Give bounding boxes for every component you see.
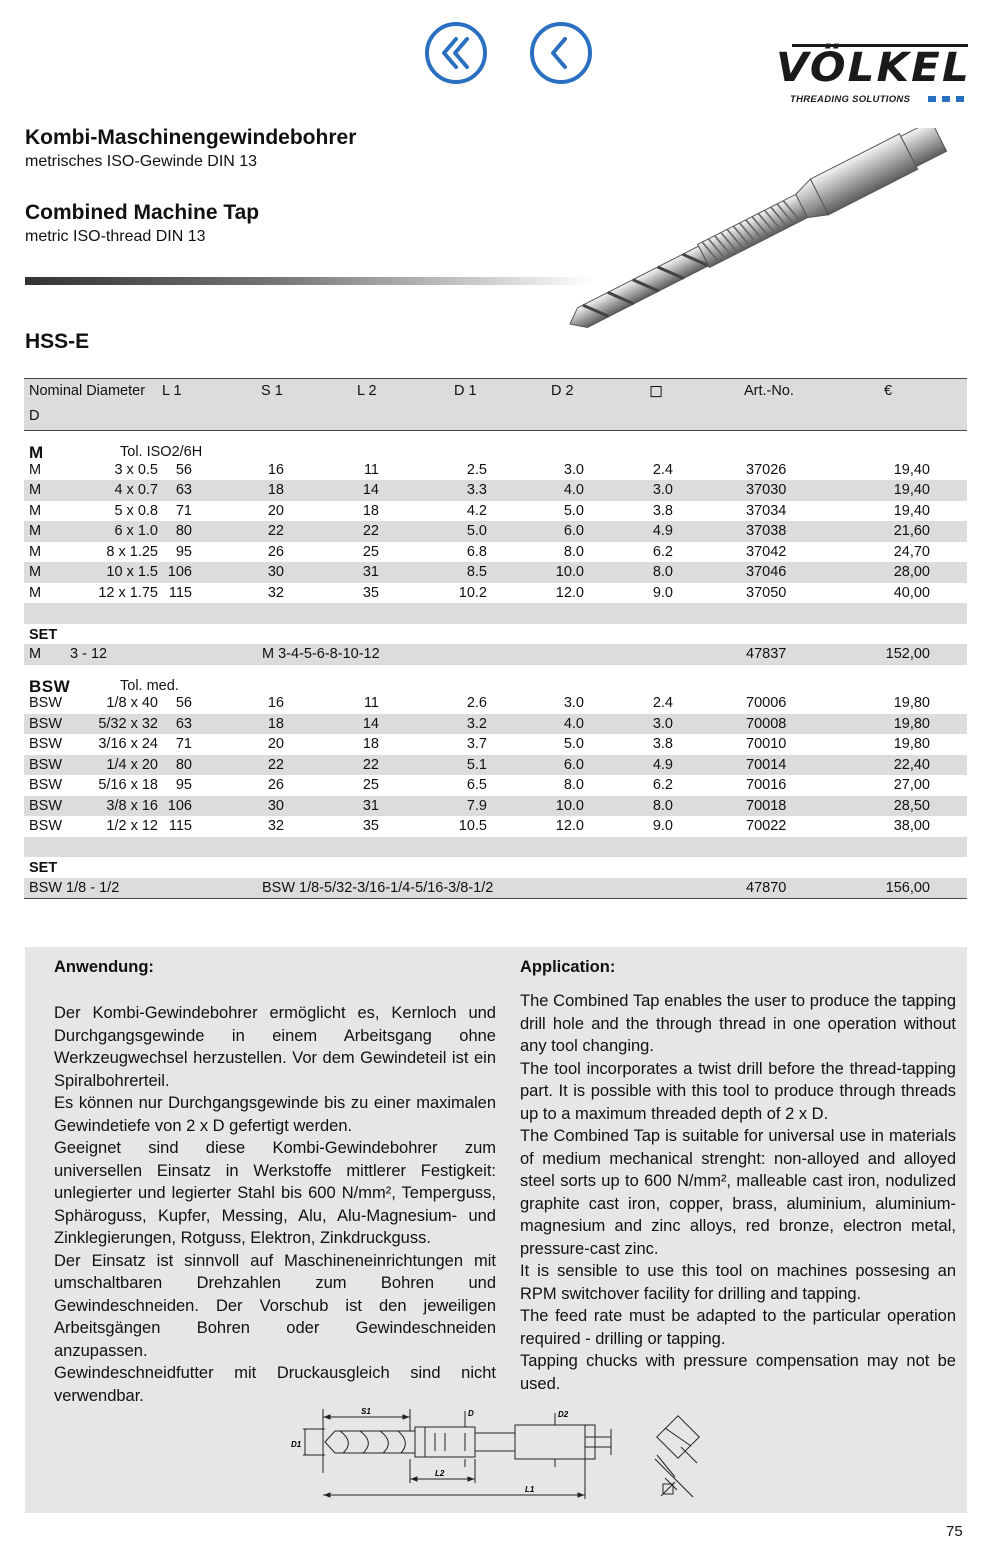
table-cell: 63 — [175, 482, 192, 498]
col-d2: D 2 — [551, 383, 574, 399]
table-cell: M — [29, 461, 42, 478]
table-cell: 11 — [363, 461, 379, 478]
table-cell: 2.4 — [652, 695, 673, 711]
table-cell: 56 — [175, 695, 192, 711]
set-row-bsw: BSW 1/8 - 1/2 BSW 1/8-5/32-3/16-1/4-5/16-3/8-1/2 47870 156,00 — [24, 878, 967, 900]
table-cell: 71 — [175, 736, 192, 752]
table-cell: 35 — [362, 818, 379, 834]
table-cell: 95 — [175, 543, 192, 560]
table-cell: 27,00 — [893, 777, 930, 793]
table-cell: 37042 — [746, 543, 787, 560]
table-cell: 37038 — [746, 523, 787, 539]
application-heading-german: Anwendung: — [54, 958, 154, 976]
table-cell: 12.0 — [555, 818, 584, 834]
table-cell: BSW — [29, 695, 63, 711]
col-nominal-diameter-d: D — [29, 408, 40, 424]
material-grade: HSS-E — [25, 330, 90, 353]
table-cell: BSW — [29, 756, 63, 773]
table-cell: 3.8 — [652, 502, 673, 519]
table-cell: 6 x 1.0 — [114, 523, 158, 539]
voelkel-logo: VÖLKEL THREADING SOLUTIONS — [776, 45, 971, 105]
subtitle-english: metric ISO-thread DIN 13 — [25, 228, 206, 245]
table-cell: 37026 — [746, 461, 787, 478]
table-cell: 3/16 x 24 — [98, 736, 158, 752]
set-row-m: M 3 - 12 M 3-4-5-6-8-10-12 47837 152,00 — [24, 644, 967, 665]
combined-tap-tool-image — [560, 128, 980, 338]
table-cell: 3/8 x 16 — [106, 797, 158, 814]
table-row — [24, 775, 967, 796]
paragraph: The feed rate must be adapted to the particular operation required - drilling or tapping. — [520, 1307, 956, 1348]
table-cell: 9.0 — [652, 584, 673, 601]
table-cell: 22 — [362, 523, 379, 539]
table-cell: 22 — [267, 756, 284, 773]
table-cell: 70008 — [746, 715, 787, 732]
table-cell: 32 — [267, 818, 284, 834]
section-title-m: M Tol. ISO2/6H — [29, 443, 203, 462]
paragraph: Der Einsatz ist sinnvoll auf Maschineneinrichtungen mit umschaltbaren Drehzahlen zum Bohren und Gewindeschneiden. Der Vorschub ist den jeweiligen Arbeitsgängen Bohren oder Gewindeschneiden anzupassen. — [54, 1251, 496, 1360]
table-row — [24, 562, 967, 583]
subtitle-german: metrisches ISO-Gewinde DIN 13 — [25, 153, 258, 170]
table-cell: 8.0 — [652, 797, 673, 814]
table-cell: 70006 — [746, 695, 787, 711]
table-row — [24, 816, 967, 837]
col-s1: S 1 — [261, 383, 283, 399]
table-cell: 30 — [267, 564, 284, 580]
table-cell: 4.9 — [652, 756, 673, 773]
table-cell: 3.0 — [652, 482, 673, 498]
table-cell: 37046 — [746, 564, 787, 580]
table-cell: 19,80 — [893, 695, 930, 711]
label-d1: D1 — [291, 1440, 302, 1449]
table-cell: 3.0 — [563, 695, 584, 711]
table-row — [24, 583, 967, 604]
table-cell: M — [29, 584, 42, 601]
table-cell: 3.7 — [466, 736, 487, 752]
table-cell: 19,80 — [893, 736, 930, 752]
table-cell: 12.0 — [555, 584, 584, 601]
square-symbol-icon: ◻ — [649, 381, 664, 400]
table-cell: BSW — [29, 818, 63, 834]
paragraph: It is sensible to use this tool on machines possesing an RPM switchover facility for drilling and tapping. — [520, 1262, 956, 1303]
table-cell: 12 x 1.75 — [98, 584, 158, 601]
col-l2: L 2 — [357, 383, 377, 399]
table-row — [24, 796, 967, 817]
table-cell: BSW — [29, 797, 63, 814]
table-cell: 28,50 — [893, 797, 930, 814]
table-row — [24, 755, 967, 776]
spacer-row — [24, 837, 967, 858]
table-cell: 16 — [267, 461, 284, 478]
table-cell: 37030 — [746, 482, 787, 498]
table-cell: 19,40 — [893, 461, 930, 478]
table-cell: 21,60 — [893, 523, 930, 539]
table-row — [24, 460, 967, 481]
paragraph: The tool incorporates a twist drill before the thread-tapping part. It is possible with this tool to produce through threads up to a maximum threaded depth of 2 x D. — [520, 1059, 956, 1123]
table-cell: 26 — [267, 777, 284, 793]
table-cell: 10.2 — [458, 584, 487, 601]
table-cell: 32 — [267, 584, 284, 601]
table-cell: 10 x 1.5 — [106, 564, 158, 580]
table-header — [24, 378, 967, 431]
table-cell: 25 — [362, 543, 379, 560]
col-art-no: Art.-No. — [744, 383, 794, 399]
table-cell: M — [29, 523, 42, 539]
table-cell: 7.9 — [466, 797, 487, 814]
table-cell: 40,00 — [893, 584, 930, 601]
application-heading-english: Application: — [520, 958, 616, 976]
table-cell: BSW — [29, 777, 63, 793]
paragraph: Der Kombi-Gewindebohrer ermöglicht es, Kernloch und Durchgangsgewinde in einem Arbeitsgang ohne Werkzeugwechsel herzustellen. Vor dem Gewindeteil ist ein Spiralbohrerteil. — [54, 1004, 496, 1090]
table-row — [24, 693, 967, 714]
product-table — [24, 378, 967, 899]
table-cell: 20 — [267, 502, 284, 519]
table-cell: 1/4 x 20 — [106, 756, 158, 773]
previous-page-button[interactable] — [530, 22, 592, 84]
first-page-button[interactable] — [425, 22, 487, 84]
table-cell: 28,00 — [893, 564, 930, 580]
table-cell: 80 — [175, 756, 192, 773]
table-cell: 6.5 — [466, 777, 487, 793]
col-l1: L 1 — [162, 383, 182, 399]
label-l2: L2 — [435, 1469, 445, 1478]
label-d2: D2 — [558, 1410, 569, 1419]
table-cell: M — [29, 482, 42, 498]
table-cell: 2.4 — [652, 461, 673, 478]
set-label-m: SET — [29, 626, 58, 643]
header-divider-bar — [25, 277, 595, 285]
table-cell: 70014 — [746, 756, 787, 773]
page-number: 75 — [946, 1523, 963, 1540]
table-cell: 56 — [175, 461, 192, 478]
table-cell: 19,40 — [893, 482, 930, 498]
table-cell: 8.0 — [563, 777, 584, 793]
table-cell: 6.2 — [652, 777, 673, 793]
table-cell: 5.0 — [563, 736, 584, 752]
table-cell: 10.5 — [458, 818, 487, 834]
table-cell: 11 — [363, 695, 379, 711]
table-cell: 4.0 — [563, 482, 584, 498]
table-cell: 5.0 — [466, 523, 487, 539]
table-cell: 30 — [267, 797, 284, 814]
title-german: Kombi-Maschinengewindebohrer — [25, 126, 357, 149]
table-cell: BSW — [29, 715, 63, 732]
table-row — [24, 501, 967, 522]
table-cell: 80 — [175, 523, 192, 539]
table-cell: 18 — [362, 736, 379, 752]
table-cell: 22 — [267, 523, 284, 539]
application-text-english — [520, 990, 956, 1395]
label-l1: L1 — [525, 1485, 535, 1494]
table-cell: 18 — [267, 482, 284, 498]
table-cell: 4.9 — [652, 523, 673, 539]
table-cell: 1/2 x 12 — [106, 818, 158, 834]
table-cell: 6.0 — [563, 523, 584, 539]
table-cell: 70010 — [746, 736, 787, 752]
table-cell: 31 — [362, 797, 379, 814]
section-title-bsw: BSW Tol. med. — [29, 676, 179, 696]
table-cell: 4.0 — [563, 715, 584, 732]
rows-metric — [24, 460, 967, 604]
table-cell: 18 — [267, 715, 284, 732]
col-price: € — [884, 383, 893, 399]
table-cell: 5/16 x 18 — [98, 777, 158, 793]
table-cell: 6.0 — [563, 756, 584, 773]
table-cell: 6.8 — [466, 543, 487, 560]
table-cell: 22 — [362, 756, 379, 773]
application-text-german — [54, 1002, 496, 1407]
table-cell: 8.5 — [466, 564, 487, 580]
table-cell: 4 x 0.7 — [114, 482, 158, 498]
table-cell: 14 — [362, 715, 379, 732]
table-cell: 16 — [267, 695, 284, 711]
table-cell: BSW — [29, 736, 63, 752]
double-chevron-left-icon — [429, 26, 483, 80]
table-cell: 2.6 — [466, 695, 487, 711]
paragraph: Tapping chucks with pressure compensation may not be used. — [520, 1352, 956, 1393]
table-cell: 5 x 0.8 — [114, 502, 158, 519]
table-cell: 37050 — [746, 584, 787, 601]
table-cell: 5.0 — [563, 502, 584, 519]
label-s1: S1 — [361, 1407, 371, 1416]
table-cell: 1/8 x 40 — [106, 695, 158, 711]
table-cell: 70016 — [746, 777, 787, 793]
table-cell: 8.0 — [563, 543, 584, 560]
table-cell: 10.0 — [555, 564, 584, 580]
table-cell: 3.0 — [563, 461, 584, 478]
rows-bsw — [24, 693, 967, 837]
table-cell: 3.8 — [652, 736, 673, 752]
table-cell: 10.0 — [555, 797, 584, 814]
table-cell: 115 — [168, 818, 192, 834]
label-d: D — [468, 1409, 474, 1418]
table-cell: 9.0 — [652, 818, 673, 834]
table-cell: 3.0 — [652, 715, 673, 732]
table-row — [24, 734, 967, 755]
table-cell: 4.2 — [466, 502, 487, 519]
table-cell: 35 — [362, 584, 379, 601]
table-cell: 20 — [267, 736, 284, 752]
table-cell: M — [29, 564, 42, 580]
table-row — [24, 542, 967, 563]
table-cell: 63 — [175, 715, 192, 732]
table-cell: 106 — [167, 797, 192, 814]
title-english: Combined Machine Tap — [25, 201, 260, 224]
paragraph: The Combined Tap is suitable for universal use in materials of medium mechanical strenght: non-alloyed and alloyed steel sorts up to 600 N/mm², malleable cast iron, nodulized graphite cast iron, copper, brass, aluminium, aluminium-magnesium and zinc alloys, red bronze, electron metal, pressure-cast zinc. — [520, 1127, 956, 1258]
table-cell: 18 — [362, 502, 379, 519]
table-cell: 106 — [167, 564, 192, 580]
paragraph: Es können nur Durchgangsgewinde bis zu einer maximalen Gewindetiefe von 2 x D gefertigt werden. — [54, 1094, 496, 1135]
table-cell: 24,70 — [893, 543, 930, 560]
table-cell: 19,80 — [893, 715, 930, 732]
table-cell: 25 — [362, 777, 379, 793]
table-cell: 8.0 — [652, 564, 673, 580]
table-row — [24, 521, 967, 542]
table-row — [24, 480, 967, 501]
set-label-bsw: SET — [29, 860, 58, 876]
table-cell: 19,40 — [893, 502, 930, 519]
col-nominal-diameter: Nominal Diameter — [29, 383, 146, 399]
table-cell: 14 — [362, 482, 379, 498]
table-cell: M — [29, 543, 42, 560]
table-cell: 71 — [175, 502, 192, 519]
table-cell: 3.3 — [466, 482, 487, 498]
table-row — [24, 714, 967, 735]
col-d1: D 1 — [454, 383, 477, 399]
table-cell: 38,00 — [893, 818, 930, 834]
table-cell: 31 — [362, 564, 379, 580]
table-cell: 6.2 — [652, 543, 673, 560]
chevron-left-icon — [534, 26, 588, 80]
table-cell: 8 x 1.25 — [106, 543, 158, 560]
table-cell: 95 — [175, 777, 192, 793]
table-cell: 70018 — [746, 797, 787, 814]
table-cell: 70022 — [746, 818, 787, 834]
paragraph: Gewindeschneidfutter mit Druckausgleich sind nicht verwendbar. — [54, 1364, 496, 1405]
table-cell: 5.1 — [466, 756, 487, 773]
technical-drawing — [285, 1403, 735, 1509]
table-cell: 37034 — [746, 502, 787, 519]
table-cell: M — [29, 502, 42, 519]
table-cell: 2.5 — [466, 461, 487, 478]
table-cell: 115 — [168, 584, 192, 601]
spacer-row — [24, 603, 967, 624]
table-cell: 3.2 — [466, 715, 487, 732]
paragraph: Geeignet sind diese Kombi-Gewindebohrer zum universellen Einsatz in Werkstoffe mittlerer Festigkeit: unlegierter und legierter Stahl bis 600 N/mm², Temperguss, Sphäroguss, Kupfer, Messing, Alu, Alu-Magnesium- und Zinklegierungen, Rotguss, Elektron, Zinkdruckguss. — [54, 1139, 496, 1247]
paragraph: The Combined Tap enables the user to produce the tapping drill hole and the through thread in one operation without any tool changing. — [520, 992, 956, 1055]
table-cell: 5/32 x 32 — [98, 715, 158, 732]
table-cell: 26 — [267, 543, 284, 560]
table-cell: 22,40 — [893, 756, 930, 773]
table-cell: 3 x 0.5 — [114, 461, 158, 478]
